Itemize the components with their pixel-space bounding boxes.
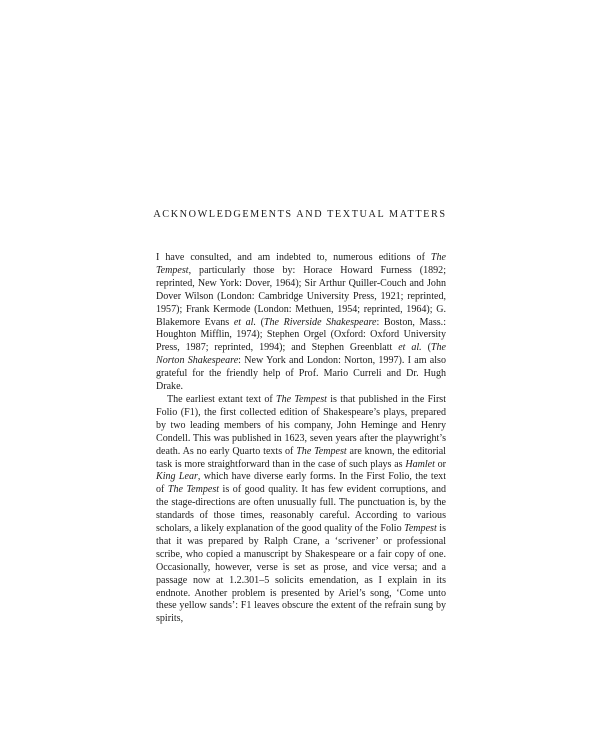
text-run: , particularly those by: Horace Howard Furness (1892; reprinted, New York: Dover, 1964); Sir Arthur Quiller-Couch and John Dover Wilson (London: Cambridge University Press, 1921; reprinted, 1957); Frank Kermode (London: Methuen, 1954; reprinted, 1964); G. Blakemore Evans — [156, 264, 446, 328]
text-run: or — [434, 458, 446, 470]
italic-title: The Tempest — [276, 393, 327, 405]
text-run: ( — [255, 316, 264, 328]
italic-title: Tempest — [404, 523, 437, 535]
italic-title: King Lear — [156, 471, 198, 483]
paragraph-folio-text — [156, 394, 446, 626]
text-run: ( — [421, 342, 431, 354]
text-run: is that it was prepared by Ralph Crane, a ‘scrivener’ or professional scribe, who copied a manuscript by Shakespeare or a fair copy of one. Occasionally, however, verse is set as prose, and vice versa; and a passage now at 1.2.301–5 solicits emendation, as I explain in its endnote. Another problem is presented by Ariel’s song, ‘Come unto these yellow sands’: F1 leaves obscure the extent of the refrain sung by spirits, — [156, 523, 446, 625]
italic-title: The Tempest — [296, 445, 347, 457]
italic-title: The Tempest — [167, 484, 220, 496]
italic-abbrev: et al. — [233, 316, 256, 328]
text-run: : New York and London: Norton, 1997). I am also grateful for the friendly help of Prof. Mario Curreli and Dr. Hugh Drake. — [156, 355, 446, 393]
section-heading: ACKNOWLEDGEMENTS AND TEXTUAL MATTERS — [153, 209, 447, 220]
italic-title: The Norton Shakespeare — [156, 342, 446, 367]
paragraph-editions — [156, 252, 446, 394]
body-text — [156, 252, 446, 626]
text-run: I have consulted, and am indebted to, numerous editions of — [156, 252, 431, 263]
italic-title: The Tempest — [156, 252, 446, 276]
text-run: , which have diverse early forms. In the First Folio, the text of — [156, 471, 446, 496]
text-run: are known, the editorial task is more straightforward than in the case of such plays as — [156, 445, 446, 470]
italic-title: Hamlet — [405, 458, 435, 470]
text-run: : Boston, Mass.: Houghton Mifflin, 1974); Stephen Orgel (Oxford: Oxford University Press, 1987; reprinted, 1994); and Stephen Greenblatt — [156, 316, 446, 354]
text-run: The earliest extant text of — [167, 393, 277, 405]
italic-abbrev: et al. — [398, 342, 422, 354]
italic-title: The Riverside Shakespeare — [263, 316, 377, 328]
text-run: is that published in the First Folio (F1), the first collected edition of Shakespeare’s plays, prepared by two leading members of his company, John Heminge and Henry Condell. This was published in 1623, seven years after the playwright’s death. As no early Quarto texts of — [156, 393, 446, 457]
text-run: is of good quality. It has few evident corruptions, and the stage-directions are often unusually full. The punctuation is, by the standards of those times, reasonably careful. According to various scholars, a likely explanation of the good quality of the Folio — [156, 484, 447, 535]
